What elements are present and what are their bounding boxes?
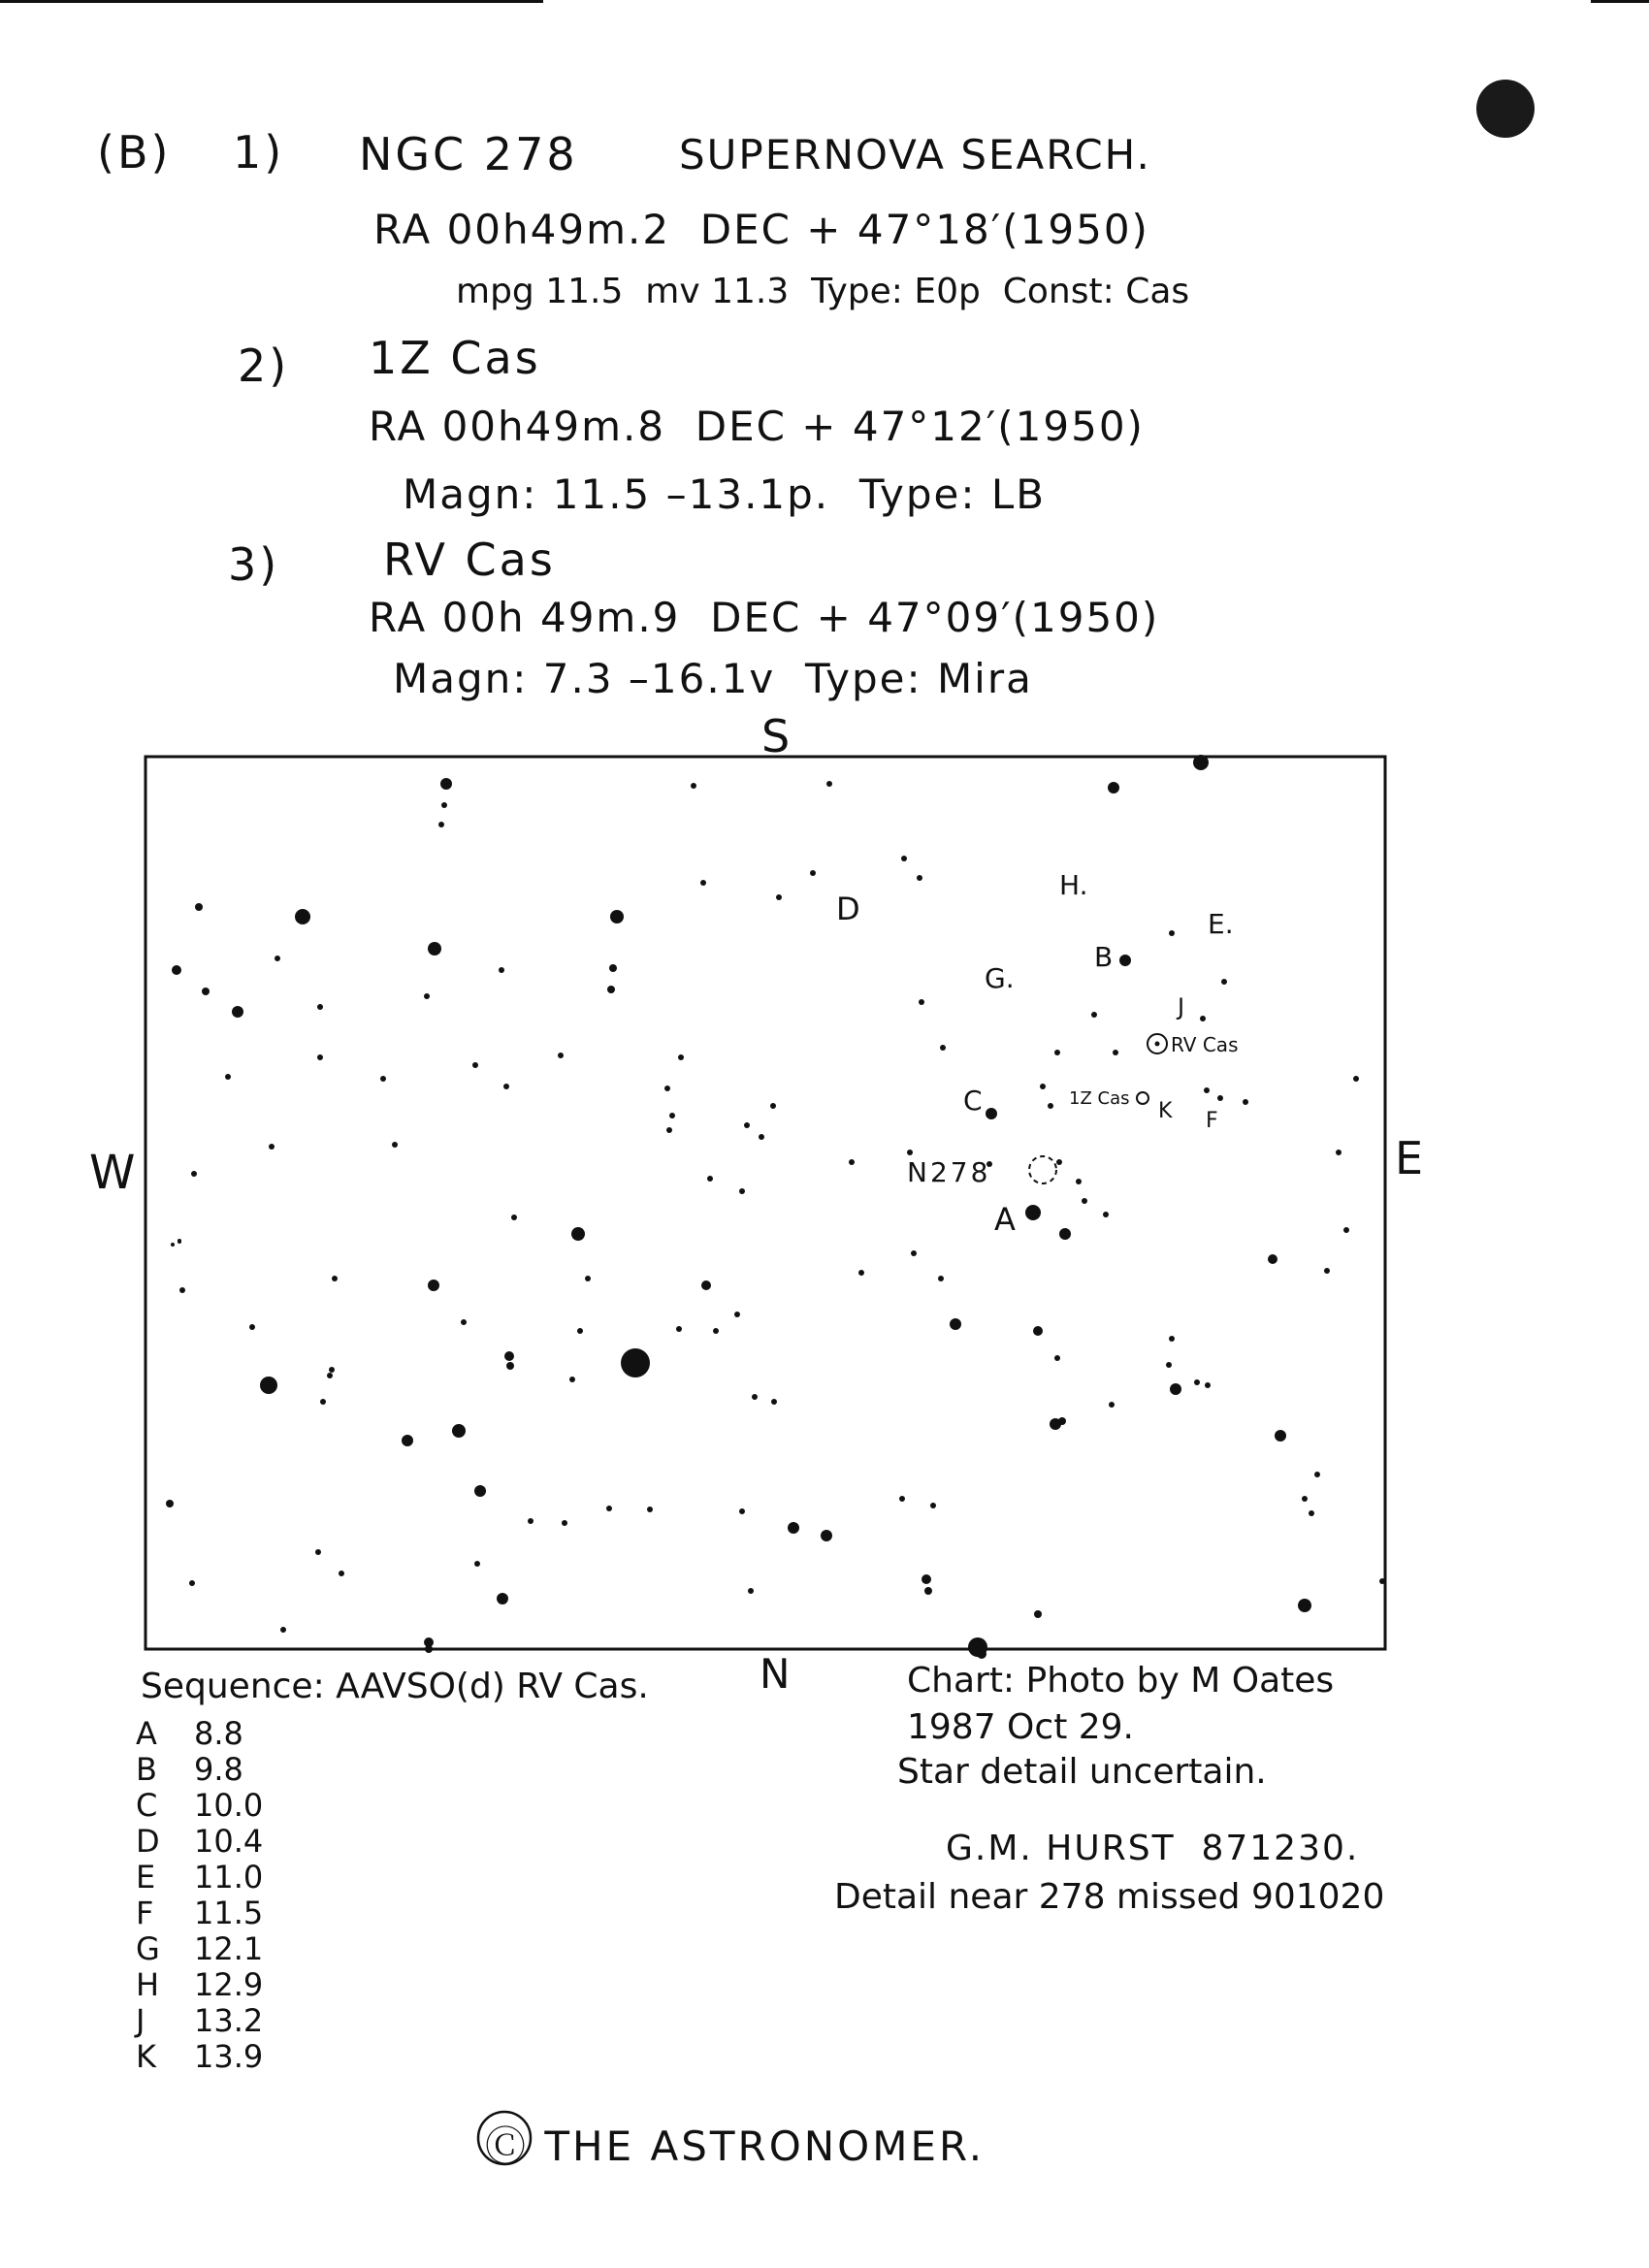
direction-west: W — [89, 1146, 136, 1200]
star-dot — [178, 1239, 181, 1243]
item2-number: 2) — [238, 340, 290, 392]
star-dot — [1217, 1095, 1223, 1101]
sequence-star: J — [136, 2002, 146, 2039]
star-dot — [1205, 1382, 1211, 1388]
detail-note: Detail near 278 missed 901020 — [834, 1877, 1385, 1917]
star-dot — [569, 1377, 575, 1382]
star-dot — [676, 1326, 682, 1332]
star-dot — [424, 993, 430, 999]
rvcas-marker-center — [1155, 1042, 1160, 1047]
star-dot — [425, 1645, 433, 1653]
star-dot — [280, 1627, 286, 1633]
star-dot — [744, 1122, 750, 1128]
star-dot — [1204, 1087, 1210, 1093]
star-dot — [511, 1215, 517, 1220]
star-dot — [647, 1507, 653, 1512]
direction-north: N — [760, 1650, 791, 1698]
star-dot — [734, 1312, 740, 1317]
star-dot — [1108, 782, 1119, 794]
item3-number: 3) — [228, 538, 280, 591]
sequence-mag: 11.0 — [194, 1859, 264, 1895]
star-dot — [1054, 1050, 1060, 1055]
label-G: G. — [985, 962, 1015, 994]
star-dot — [610, 910, 624, 923]
star-dot — [166, 1500, 174, 1507]
label-izcas: 1Z Cas — [1069, 1088, 1130, 1109]
star-dot — [858, 1270, 864, 1276]
star-dot — [930, 1503, 936, 1508]
star-dot — [899, 1496, 905, 1502]
star-dot — [1033, 1326, 1043, 1336]
star-dot — [666, 1127, 672, 1133]
sequence-star: F — [136, 1895, 154, 1931]
star-dot — [1059, 1228, 1071, 1240]
star-dot — [295, 909, 310, 924]
sequence-row — [136, 1751, 243, 1788]
star-dot — [759, 1134, 764, 1140]
star-dot — [1309, 1510, 1314, 1516]
sequence-row — [136, 1823, 263, 1860]
star-dot — [1119, 955, 1131, 966]
chart-credit-line3: Star detail uncertain. — [897, 1752, 1267, 1792]
star-dot — [189, 1580, 195, 1586]
item3-details: Magn: 7.3 –16.1v Type: Mira — [393, 655, 1033, 702]
direction-south: S — [761, 710, 791, 762]
star-dot — [577, 1328, 583, 1334]
star-dot — [678, 1054, 684, 1060]
star-dot — [1221, 979, 1227, 985]
scan-blot — [1476, 80, 1535, 138]
star-dot — [664, 1085, 670, 1091]
star-dot — [232, 1006, 243, 1018]
star-dot — [315, 1549, 321, 1555]
star-dot — [771, 1399, 777, 1405]
sequence-star: A — [136, 1715, 157, 1752]
label-n278: N278 — [907, 1156, 991, 1188]
star-dot — [1193, 755, 1209, 770]
star-dot — [1109, 1402, 1115, 1408]
item3-name: RV Cas — [383, 534, 556, 586]
star-dot — [472, 1062, 478, 1068]
star-dot — [748, 1588, 754, 1594]
star-dot — [461, 1319, 467, 1325]
sequence-row — [136, 1715, 243, 1752]
star-dot — [924, 1587, 932, 1595]
star-dot — [1243, 1099, 1248, 1105]
label-D: D — [836, 891, 860, 927]
star-dot — [1200, 1016, 1206, 1021]
star-dot — [609, 964, 617, 972]
star-dot — [1336, 1150, 1342, 1155]
star-dot — [940, 1045, 946, 1051]
star-dot — [428, 942, 441, 956]
sequence-mag: 11.5 — [194, 1895, 264, 1931]
star-dot — [901, 856, 907, 861]
star-dot — [1169, 930, 1175, 936]
label-H: H. — [1059, 869, 1088, 901]
star-dot — [691, 783, 696, 789]
star-dot — [669, 1113, 675, 1118]
star-dot — [1194, 1379, 1200, 1385]
item2-name: 1Z Cas — [369, 332, 541, 384]
star-dot — [1302, 1496, 1308, 1502]
star-dot — [1076, 1179, 1082, 1184]
star-dot — [327, 1373, 333, 1378]
star-dot — [1379, 1578, 1385, 1584]
star-dot — [1166, 1362, 1172, 1368]
star-dot — [919, 999, 924, 1005]
sequence-mag: 12.1 — [194, 1930, 264, 1967]
label-E: E. — [1208, 908, 1234, 940]
label-rvcas: RV Cas — [1171, 1033, 1239, 1056]
star-dot — [392, 1142, 398, 1148]
item1-coords: RA 00h49m.2 DEC + 47°18′(1950) — [373, 206, 1149, 253]
star-dot — [707, 1176, 713, 1182]
star-dot — [1054, 1355, 1060, 1361]
star-dot — [269, 1144, 275, 1150]
label-C: C — [963, 1085, 983, 1117]
star-dot — [441, 802, 447, 808]
chart-credit-line2: 1987 Oct 29. — [907, 1707, 1134, 1747]
star-dot — [171, 1243, 175, 1247]
sequence-row — [136, 1895, 263, 1931]
sequence-row — [136, 1859, 263, 1895]
star-dot — [977, 1649, 986, 1659]
sequence-mag: 13.9 — [194, 2038, 264, 2075]
sequence-star: D — [136, 1823, 160, 1860]
star-dot — [438, 822, 444, 827]
star-dot — [821, 1530, 832, 1541]
star-dot — [907, 1150, 913, 1155]
star-dot — [440, 778, 452, 790]
label-A: A — [994, 1201, 1016, 1238]
star-dot — [1040, 1084, 1046, 1089]
star-dot — [339, 1571, 344, 1576]
star-dot — [380, 1076, 386, 1082]
star-dot — [320, 1399, 326, 1405]
direction-east: E — [1395, 1132, 1424, 1184]
sequence-row — [136, 1930, 263, 1967]
star-dot — [1169, 1336, 1175, 1342]
star-dot — [701, 1280, 711, 1290]
sequence-mag: 8.8 — [194, 1715, 243, 1752]
star-dot — [474, 1561, 480, 1567]
star-dot — [503, 1084, 509, 1089]
star-dot — [606, 1506, 612, 1511]
star-dot — [428, 1280, 439, 1291]
label-B: B — [1094, 941, 1114, 973]
star-dot — [202, 988, 210, 995]
star-dot — [1103, 1212, 1109, 1217]
star-dot — [317, 1004, 323, 1010]
copyright-text: Ⓒ THE ASTRONOMER. — [485, 2122, 986, 2170]
star-dot — [452, 1424, 466, 1438]
star-dot — [788, 1522, 799, 1534]
sequence-star: H — [136, 1966, 160, 2003]
star-dot — [195, 903, 203, 911]
star-dot — [1314, 1472, 1320, 1477]
star-dot — [497, 1593, 508, 1604]
star-dot — [607, 986, 615, 993]
sequence-mag: 10.0 — [194, 1787, 264, 1824]
star-dot — [1082, 1198, 1087, 1204]
star-dot — [1298, 1599, 1311, 1612]
star-dot — [770, 1103, 776, 1109]
star-dot — [1056, 1159, 1062, 1165]
star-dot — [1091, 1012, 1097, 1018]
star-dot — [938, 1276, 944, 1281]
star-dot — [810, 870, 816, 876]
star-dot — [225, 1074, 231, 1080]
star-dot — [1170, 1383, 1181, 1395]
sequence-row — [136, 1966, 263, 2003]
sequence-mag: 13.2 — [194, 2002, 264, 2039]
star-dot — [911, 1250, 917, 1256]
item1-details: mpg 11.5 mv 11.3 Type: E0p Const: Cas — [456, 272, 1190, 311]
star-dot — [249, 1324, 255, 1330]
label-K: K — [1158, 1099, 1173, 1123]
star-dot — [986, 1108, 997, 1119]
star-dot — [562, 1520, 567, 1526]
star-dot — [329, 1367, 335, 1373]
sequence-title: Sequence: AAVSO(d) RV Cas. — [141, 1667, 649, 1706]
star-dot — [1353, 1076, 1359, 1082]
star-dot — [474, 1485, 486, 1497]
sequence-row — [136, 2002, 263, 2039]
star-dot — [172, 965, 181, 975]
sequence-row — [136, 2038, 263, 2075]
star-dot — [402, 1435, 413, 1446]
star-dot — [739, 1188, 745, 1194]
star-dot — [504, 1351, 514, 1361]
star-dot — [1034, 1610, 1042, 1618]
sequence-row — [136, 1787, 263, 1824]
item1-subtitle: SUPERNOVA SEARCH. — [679, 131, 1151, 178]
star-dot — [632, 1350, 644, 1362]
chart-credit-line1: Chart: Photo by M Oates — [907, 1661, 1335, 1701]
sequence-mag: 9.8 — [194, 1751, 243, 1788]
star-dot — [1025, 1205, 1041, 1220]
sequence-mag: 10.4 — [194, 1823, 264, 1860]
star-dot — [528, 1518, 534, 1524]
star-dot — [1343, 1227, 1349, 1233]
star-dot — [700, 880, 706, 886]
part-label: (B) — [97, 126, 172, 178]
star-dot — [1058, 1417, 1066, 1425]
item2-details: Magn: 11.5 –13.1p. Type: LB — [403, 470, 1047, 518]
sequence-star: C — [136, 1787, 158, 1824]
ngc278-marker — [1029, 1156, 1056, 1183]
label-F: F — [1206, 1109, 1218, 1133]
item1-title: NGC 278 — [359, 128, 578, 180]
item1-number: 1) — [233, 126, 285, 178]
star-dot — [1048, 1103, 1053, 1109]
star-dot — [752, 1394, 758, 1400]
star-dot — [317, 1054, 323, 1060]
izcas-marker — [1137, 1092, 1148, 1104]
label-J: J — [1178, 993, 1185, 1021]
star-dot — [571, 1227, 585, 1241]
star-dot — [826, 781, 832, 787]
star-dot — [849, 1159, 855, 1165]
item2-coords: RA 00h49m.8 DEC + 47°12′(1950) — [369, 403, 1145, 450]
star-dot — [260, 1377, 277, 1394]
star-dot — [332, 1276, 338, 1281]
chart-frame — [146, 757, 1385, 1649]
author-signature: G.M. HURST 871230. — [946, 1829, 1360, 1868]
star-dot — [917, 875, 922, 881]
star-dot — [1275, 1430, 1286, 1442]
star-dot — [776, 894, 782, 900]
star-dot — [558, 1053, 564, 1058]
star-dot — [585, 1276, 591, 1281]
star-dot — [179, 1287, 185, 1293]
star-dot — [506, 1362, 514, 1370]
item3-coords: RA 00h 49m.9 DEC + 47°09′(1950) — [369, 594, 1160, 641]
sequence-mag: 12.9 — [194, 1966, 264, 2003]
star-dot — [950, 1318, 961, 1330]
star-field — [166, 755, 1385, 1659]
star-dot — [713, 1328, 719, 1334]
star-dot — [1113, 1050, 1118, 1055]
sequence-star: K — [136, 2038, 156, 2075]
sequence-star: B — [136, 1751, 157, 1788]
sequence-star: E — [136, 1859, 156, 1895]
star-dot — [499, 967, 504, 973]
star-dot — [191, 1171, 197, 1177]
star-dot — [739, 1508, 745, 1514]
star-dot — [275, 956, 280, 961]
star-dot — [922, 1574, 931, 1584]
star-dot — [1324, 1268, 1330, 1274]
star-dot — [1268, 1254, 1277, 1264]
sequence-star: G — [136, 1930, 160, 1967]
